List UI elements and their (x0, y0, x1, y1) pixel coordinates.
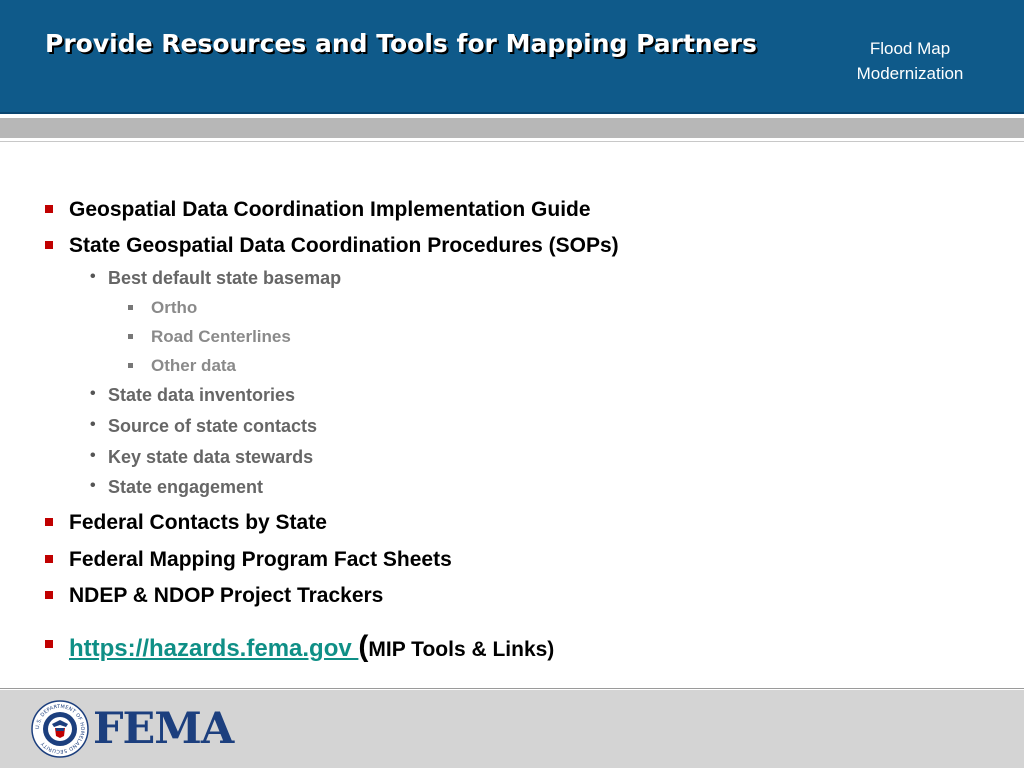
dot-bullet-icon: • (90, 385, 96, 402)
slide-title: Provide Resources and Tools for Mapping Partners (45, 29, 757, 58)
header-gray-band (0, 118, 1024, 138)
list-item-text: Best default state basemap (108, 268, 342, 288)
square-bullet-icon (45, 555, 53, 563)
dot-bullet-icon: • (90, 416, 96, 433)
link-note: MIP Tools & Links) (368, 638, 555, 661)
square-bullet-icon (128, 363, 133, 368)
square-bullet-icon (45, 591, 53, 599)
header-divider (0, 141, 1024, 142)
slide-header (0, 0, 1024, 114)
square-bullet-icon (128, 334, 133, 339)
program-tagline (820, 36, 1000, 86)
dhs-seal-icon (31, 700, 89, 758)
list-item-text: Federal Contacts by State (69, 511, 327, 534)
list-item-text: Geospatial Data Coordination Implementation Guide (69, 198, 591, 221)
square-bullet-icon (128, 305, 133, 310)
dot-bullet-icon: • (90, 477, 96, 494)
list-item-text: Ortho (151, 298, 198, 317)
list-item-text: Road Centerlines (151, 327, 291, 346)
tagline-line-1: Flood Map (869, 39, 951, 58)
list-item-text: State engagement (108, 477, 264, 497)
list-item-text: NDEP & NDOP Project Trackers (69, 584, 384, 607)
dot-bullet-icon: • (90, 447, 96, 464)
square-bullet-icon (45, 205, 53, 213)
list-item-text: State Geospatial Data Coordination Procedures (SOPs) (69, 234, 619, 257)
list-item-text: Source of state contacts (108, 416, 318, 436)
hazards-link[interactable]: https://hazards.fema.gov (69, 635, 359, 662)
square-bullet-icon (45, 518, 53, 526)
list-item-text: State data inventories (108, 385, 296, 405)
list-item-text: Other data (151, 356, 237, 375)
list-item-text: Federal Mapping Program Fact Sheets (69, 548, 452, 571)
tagline-line-2: Modernization (856, 64, 964, 83)
square-bullet-icon (45, 640, 53, 648)
footer-divider (0, 688, 1024, 689)
fema-logo: FEMA (93, 704, 234, 754)
link-line (69, 630, 554, 664)
list-item-text: Key state data stewards (108, 447, 314, 467)
open-paren: ( (358, 630, 369, 663)
square-bullet-icon (45, 241, 53, 249)
seal-text: U.S. DEPARTMENT OF HOMELAND SECURITY (34, 703, 86, 755)
dot-bullet-icon: • (90, 268, 96, 285)
